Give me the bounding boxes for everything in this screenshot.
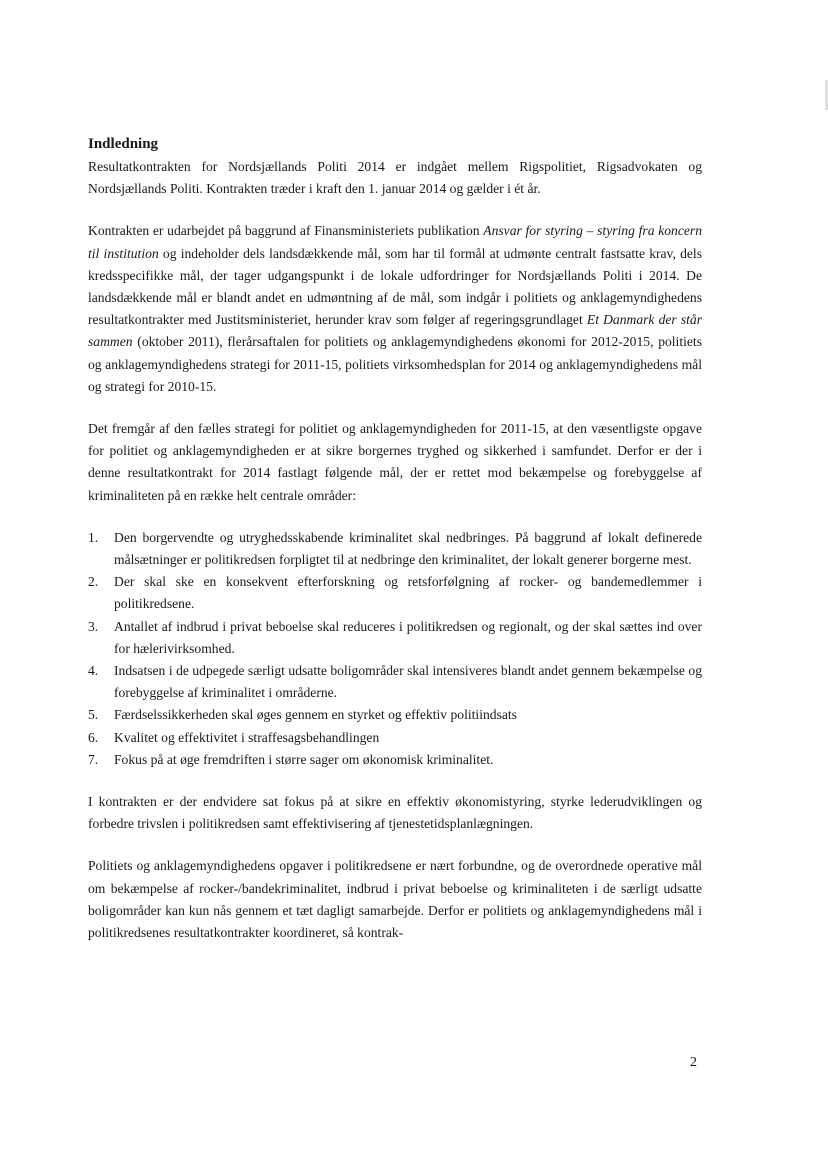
strategy-paragraph: Det fremgår af den fælles strategi for politiet og anklagemyndigheden for 2011-15, at den væsentligste opgave for politiet og anklagemyndigheden er at sikre borgernes tryghed og sikkerhed i samfundet. Derfor er der i denne resultatkontrakt for 2014 fastlagt følgende mål, der er rettet mod bekæmpelse og forebyggelse af kriminaliteten på en række helt centrale områder: xyxy=(88,421,702,503)
list-item xyxy=(88,616,702,660)
background-text-2: og indeholder dels landsdækkende mål, som har til formål at udmønte centralt fastsatte krav, dels kredsspecifikke mål, der tager udgangspunkt i de lokale udfordringer for Nordsjællands Politi i 2014. De landsdækkende mål er blandt andet en udmøntning af de mål, som indgår i politiets og anklagemyndighedens resultatkontrakter med Justitsministeriet, herunder krav som følger af regeringsgrundlaget xyxy=(88,245,702,328)
list-item-number: 7. xyxy=(88,751,99,767)
list-item-text: Antallet af indbrud i privat beboelse skal reduceres i politikredsen og regionalt, og der skal sættes ind over for hælerivirksomhed. xyxy=(114,618,702,656)
list-item-text: Der skal ske en konsekvent efterforskning og retsforfølgning af rocker- og bandemedlemmer i politikredsene. xyxy=(114,574,702,612)
list-item xyxy=(88,571,702,615)
list-item xyxy=(88,704,702,726)
list-item-text: Fokus på at øge fremdriften i større sager om økonomisk kriminalitet. xyxy=(114,751,494,767)
list-item-number: 4. xyxy=(88,663,99,679)
list-item-text: Færdselssikkerheden skal øges gennem en styrket og effektiv politiindsats xyxy=(114,707,517,723)
list-item-text: Indsatsen i de udpegede særligt udsatte boligområder skal intensiveres blandt andet gennem bekæmpelse og forebyggelse af kriminalitet i områderne. xyxy=(114,663,702,701)
list-item-number: 1. xyxy=(88,529,99,545)
list-item-number: 3. xyxy=(88,618,99,634)
list-item xyxy=(88,749,702,771)
page-number: 2 xyxy=(690,1055,697,1070)
list-item-text: Den borgervendte og utryghedsskabende kriminalitet skal nedbringes. På baggrund af lokalt definerede målsætninger er politikredsen forpligtet til at nedbringe den kriminalitet, der lokalt generer borgerne mest. xyxy=(114,529,702,568)
cooperation-paragraph: Politiets og anklagemyndighedens opgaver i politikredsene er nært forbundne, og de overordnede operative mål om bekæmpelse af rocker-/bandekriminalitet, indbrud i privat beboelse og kriminaliteten i de særligt udsatte boligområder kan kun nås gennem et tæt dagligt samarbejde. Derfor er politiets og anklagemyndighedens mål i politikredsenes resultatkontrakter koordineret, så kontrak- xyxy=(88,858,702,941)
government-platform-title: Et Danmark der står sammen xyxy=(88,312,703,350)
list-item xyxy=(88,727,702,749)
list-item-text: Kvalitet og effektivitet i straffesagsbehandlingen xyxy=(114,729,380,745)
list-item-number: 2. xyxy=(88,574,99,590)
background-text-3: (oktober 2011), flerårsaftalen for politiets og anklagemyndighedens økonomi for 2012-2015, politiets og anklagemyndighedens strategi for 2011-15, politiets virksomhedsplan for 2014 og anklagemyndighedens mål og strategi for 2010-15. xyxy=(88,334,702,394)
background-text-1: Kontrakten er udarbejdet på baggrund af Finansministeriets publikation xyxy=(88,223,484,239)
publication-title: Ansvar for styring – styring fra koncern til institution xyxy=(88,223,703,261)
list-item-number: 6. xyxy=(88,729,99,745)
background-paragraph xyxy=(88,220,702,398)
section-heading: Indledning xyxy=(88,136,159,152)
list-item xyxy=(88,527,702,571)
goals-list xyxy=(88,527,702,771)
list-item xyxy=(88,660,702,704)
intro-paragraph: Resultatkontrakten for Nordsjællands Politi 2014 er indgået mellem Rigspolitiet, Rigsadvokaten og Nordsjællands Politi. Kontrakten træder i kraft den 1. januar 2014 og gælder i ét år. xyxy=(88,159,702,197)
list-item-number: 5. xyxy=(88,707,99,723)
document-page xyxy=(88,134,702,944)
focus-paragraph: I kontrakten er der endvidere sat fokus på at sikre en effektiv økonomistyring, styrke lederudviklingen og forbedre trivslen i politikredsen samt effektivisering af tjenestetidsplanlægningen. xyxy=(88,794,702,832)
